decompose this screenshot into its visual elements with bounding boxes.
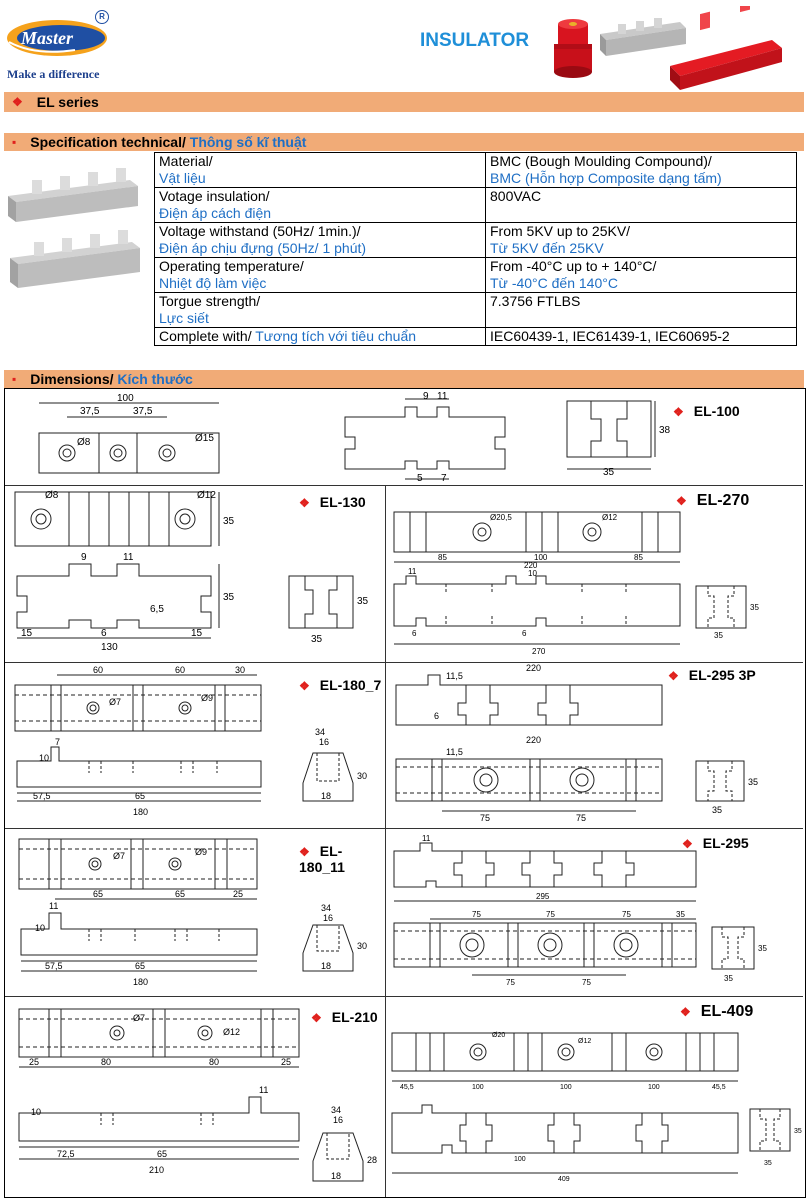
dim-text: 7 xyxy=(441,473,447,484)
dim-text: 11 xyxy=(437,391,448,402)
spec-title-en: Specification technical/ xyxy=(30,134,186,150)
el-409-drawing xyxy=(386,997,803,1197)
dim-text: Ø8 xyxy=(77,437,91,448)
dim-text: 35 xyxy=(357,596,369,607)
spec-value-cell xyxy=(486,153,797,188)
dim-text: Ø7 xyxy=(133,1013,146,1023)
dim-text: 6 xyxy=(434,711,440,721)
dim-text: 30 xyxy=(357,941,368,951)
page-title: INSULATOR xyxy=(420,30,530,51)
dim-text: 6 xyxy=(522,629,527,638)
dim-text: 11 xyxy=(259,1085,269,1095)
dim-text: 10 xyxy=(528,569,537,578)
dim-text: 11,5 xyxy=(446,747,463,757)
dim-text: 270 xyxy=(532,647,546,656)
el-295-3p-cell xyxy=(386,663,803,829)
dim-text: 18 xyxy=(321,791,332,801)
spec-label-cell xyxy=(155,153,486,188)
dim-text: Ø15 xyxy=(195,433,214,444)
spec-value-cell xyxy=(486,293,797,328)
dim-text: 220 xyxy=(524,561,538,570)
series-bar xyxy=(4,92,804,112)
series-title: EL series xyxy=(36,94,99,110)
dim-text: 11 xyxy=(408,567,417,576)
dimensions-title-vn: Kích thước xyxy=(117,371,193,387)
dim-text: 65 xyxy=(135,961,146,971)
dim-text: 45,5 xyxy=(400,1084,414,1091)
dim-text: 100 xyxy=(534,553,548,562)
dim-text: 220 xyxy=(526,663,542,673)
logo xyxy=(5,8,115,86)
dim-text: Ø20 xyxy=(492,1032,506,1039)
dim-text: 72,5 xyxy=(57,1149,75,1159)
dim-text: 35 xyxy=(676,910,685,919)
spec-table xyxy=(154,152,797,346)
el-409-cell xyxy=(386,997,803,1197)
dim-text: 10 xyxy=(39,753,50,763)
spec-row xyxy=(155,188,797,223)
spec-value-cell xyxy=(486,223,797,258)
dim-text: 6,5 xyxy=(150,604,164,615)
dim-text: 60 xyxy=(175,665,186,675)
el-270-label: ❖ EL-270 xyxy=(676,492,750,509)
dim-text: 35 xyxy=(758,944,767,953)
el-180-7-label: ❖ EL-180_7 xyxy=(299,677,382,693)
spec-text-en: Torgue strength/ xyxy=(159,293,261,309)
dim-text: 11 xyxy=(422,834,431,843)
dim-text: 11 xyxy=(123,552,134,563)
spec-text-vn: Tương tích với tiêu chuẩn xyxy=(255,328,417,344)
dim-text: 37,5 xyxy=(80,406,100,417)
dim-text: 45,5 xyxy=(712,1084,726,1091)
dim-text: 11 xyxy=(49,901,59,911)
spec-text-vn: Lực siết xyxy=(159,310,209,326)
dim-text: 35 xyxy=(764,1160,772,1167)
spec-text-en: 7.3756 FTLBS xyxy=(490,293,581,309)
dim-text: 180 xyxy=(133,977,149,987)
spec-text-en: From 5KV up to 25KV/ xyxy=(490,223,631,239)
spec-text-vn: Từ -40°C đến 140°C xyxy=(490,275,618,291)
spec-text-vn: Điện áp cách điện xyxy=(159,205,272,221)
el-180-11-label: ❖ EL-180_11 xyxy=(299,843,345,875)
dim-text: 65 xyxy=(93,889,104,899)
dim-text: 15 xyxy=(21,628,33,639)
dim-text: 220 xyxy=(526,735,542,745)
dim-text: 25 xyxy=(281,1057,292,1067)
dim-text: 35 xyxy=(750,603,759,612)
dim-text: 57,5 xyxy=(33,791,51,801)
dim-text: 35 xyxy=(714,631,723,640)
grey-block-insulator xyxy=(600,18,686,56)
dim-text: 75 xyxy=(546,910,555,919)
el-270-cell xyxy=(386,486,803,663)
dim-text: 5 xyxy=(417,473,423,484)
dim-text: 75 xyxy=(622,910,631,919)
dim-text: 75 xyxy=(472,910,481,919)
el-270-drawing xyxy=(386,486,803,663)
dim-text: 30 xyxy=(235,665,246,675)
dim-text: 65 xyxy=(175,889,186,899)
spec-text-en: Votage insulation/ xyxy=(159,188,270,204)
spec-text-en: Material/ xyxy=(159,153,213,169)
dim-text: 35 xyxy=(748,777,759,787)
spec-text-en: From -40°C up to + 140°C/ xyxy=(490,258,657,274)
dim-text: 130 xyxy=(101,642,118,653)
dim-text: 34 xyxy=(315,727,326,737)
dim-text: 6 xyxy=(101,628,107,639)
dim-text: 35 xyxy=(724,974,733,983)
dim-text: 10 xyxy=(31,1107,42,1117)
el-130-drawing xyxy=(5,486,386,663)
dim-text: 75 xyxy=(576,813,587,823)
dim-text: 100 xyxy=(472,1084,484,1091)
dim-text: 75 xyxy=(480,813,491,823)
dim-text: 9 xyxy=(81,552,87,563)
spec-text-en: IEC60439-1, IEC61439-1, IEC60695-2 xyxy=(490,328,730,344)
dim-text: Ø12 xyxy=(223,1027,241,1037)
spec-label-cell xyxy=(155,328,486,346)
dim-text: 65 xyxy=(157,1149,168,1159)
spec-label-cell xyxy=(155,258,486,293)
dim-text: 15 xyxy=(191,628,203,639)
dim-text: Ø12 xyxy=(578,1038,592,1045)
dimensions-bar xyxy=(4,370,804,388)
dim-text: 60 xyxy=(93,665,104,675)
dim-text: Ø8 xyxy=(45,490,59,501)
dimensions-title-en: Dimensions/ xyxy=(30,371,114,387)
dim-text: 180 xyxy=(133,807,149,817)
registered-mark: R xyxy=(95,10,109,24)
red-cylinder-insulator xyxy=(554,19,592,78)
dim-text: Ø9 xyxy=(195,847,208,857)
dim-text: 35 xyxy=(311,634,323,645)
dim-text: 57,5 xyxy=(45,961,63,971)
dim-text: 100 xyxy=(117,393,134,404)
dim-text: 85 xyxy=(634,553,643,562)
dim-text: 30 xyxy=(357,771,368,781)
dim-text: 80 xyxy=(101,1057,112,1067)
dim-text: 25 xyxy=(233,889,244,899)
dim-text: 16 xyxy=(319,737,330,747)
dim-text: 85 xyxy=(438,553,447,562)
dim-text: 100 xyxy=(514,1156,526,1163)
el-295-label: ❖ EL-295 xyxy=(682,835,749,851)
spec-label-cell xyxy=(155,223,486,258)
el-100-label: ❖ EL-100 xyxy=(673,403,740,419)
spec-text-en: Operating temperature/ xyxy=(159,258,304,274)
dim-text: 409 xyxy=(558,1176,570,1183)
el-100-cell xyxy=(5,389,803,486)
dim-text: 25 xyxy=(29,1057,40,1067)
dim-text: 10 xyxy=(35,923,46,933)
spec-text-vn: Điện áp chịu đựng (50Hz/ 1 phút) xyxy=(159,240,367,256)
spec-text-en: Complete with/ xyxy=(159,328,252,344)
diamond-bullet-icon: ❖ xyxy=(12,95,23,109)
dim-text: 34 xyxy=(321,903,332,913)
el-180-11-cell xyxy=(5,829,386,997)
dim-text: 16 xyxy=(333,1115,344,1125)
dim-text: 35 xyxy=(223,516,235,527)
dim-text: 9 xyxy=(423,391,429,402)
dim-text: 38 xyxy=(659,425,671,436)
dim-text: 75 xyxy=(582,978,591,987)
dim-text: 210 xyxy=(149,1165,165,1175)
spec-row xyxy=(155,328,797,346)
dim-text: 11,5 xyxy=(446,671,463,681)
el-295-3p-drawing xyxy=(386,663,803,829)
el-210-cell xyxy=(5,997,386,1197)
el-295-drawing xyxy=(386,829,803,997)
el-180-7-cell xyxy=(5,663,386,829)
dim-text: Ø20,5 xyxy=(490,513,512,522)
dim-text: 35 xyxy=(712,805,723,815)
dim-text: 65 xyxy=(135,791,146,801)
spec-row xyxy=(155,293,797,328)
spec-text-vn: Nhiệt độ làm việc xyxy=(159,275,267,291)
logo-text: Master xyxy=(21,28,74,48)
square-bullet-icon: ▪ xyxy=(12,135,17,149)
spec-row xyxy=(155,258,797,293)
red-busbar-insulator xyxy=(670,6,782,90)
el-295-3p-label: ❖ EL-295 3P xyxy=(668,667,756,683)
dim-text: Ø12 xyxy=(197,490,216,501)
el-210-drawing xyxy=(5,997,386,1197)
spec-value-cell xyxy=(486,188,797,223)
dim-text: 35 xyxy=(223,592,235,603)
tagline: Make a difference xyxy=(7,67,100,81)
spec-title-vn: Thông số kĩ thuật xyxy=(189,134,307,150)
spec-row xyxy=(155,223,797,258)
spec-text-vn: Từ 5KV đến 25KV xyxy=(490,240,604,256)
dim-text: 28 xyxy=(367,1155,378,1165)
square-bullet-icon: ▪ xyxy=(12,372,17,386)
spec-value-cell xyxy=(486,328,797,346)
dim-text: 7 xyxy=(55,737,61,747)
dim-text: 37,5 xyxy=(133,406,153,417)
dim-text: 6 xyxy=(412,629,417,638)
el-130-cell xyxy=(5,486,386,663)
spec-text-vn: BMC (Hỗn hợp Composite dạng tấm) xyxy=(490,170,722,186)
el-130-label: ❖ EL-130 xyxy=(299,494,366,510)
dim-text: 34 xyxy=(331,1105,342,1115)
spec-text-en: Voltage withstand (50Hz/ 1min.)/ xyxy=(159,223,361,239)
dim-text: Ø7 xyxy=(109,697,122,707)
spec-text-en: 800VAC xyxy=(490,188,542,204)
spec-row xyxy=(155,153,797,188)
dim-text: 100 xyxy=(648,1084,660,1091)
dim-text: Ø7 xyxy=(113,851,126,861)
spec-text-vn: Vật liệu xyxy=(159,170,206,186)
dim-text: 295 xyxy=(536,892,550,901)
dim-text: 80 xyxy=(209,1057,220,1067)
spec-value-cell xyxy=(486,258,797,293)
grey-block-photo xyxy=(4,160,150,300)
product-photos xyxy=(540,6,790,94)
dim-text: 35 xyxy=(794,1128,802,1135)
dim-text: Ø9 xyxy=(201,693,214,703)
dim-text: 75 xyxy=(506,978,515,987)
el-409-label: ❖ EL-409 xyxy=(680,1003,754,1020)
dim-text: 16 xyxy=(323,913,334,923)
el-210-label: ❖ EL-210 xyxy=(311,1009,378,1025)
spec-label-cell xyxy=(155,293,486,328)
dim-text: 35 xyxy=(603,467,615,478)
spec-label-cell xyxy=(155,188,486,223)
dim-text: 18 xyxy=(321,961,332,971)
dimensions-panel xyxy=(4,388,806,1198)
spec-bar xyxy=(4,133,804,151)
dim-text: 18 xyxy=(331,1171,342,1181)
el-295-cell xyxy=(386,829,803,997)
dim-text: Ø12 xyxy=(602,513,618,522)
dim-text: 100 xyxy=(560,1084,572,1091)
spec-text-en: BMC (Bough Moulding Compound)/ xyxy=(490,153,712,169)
